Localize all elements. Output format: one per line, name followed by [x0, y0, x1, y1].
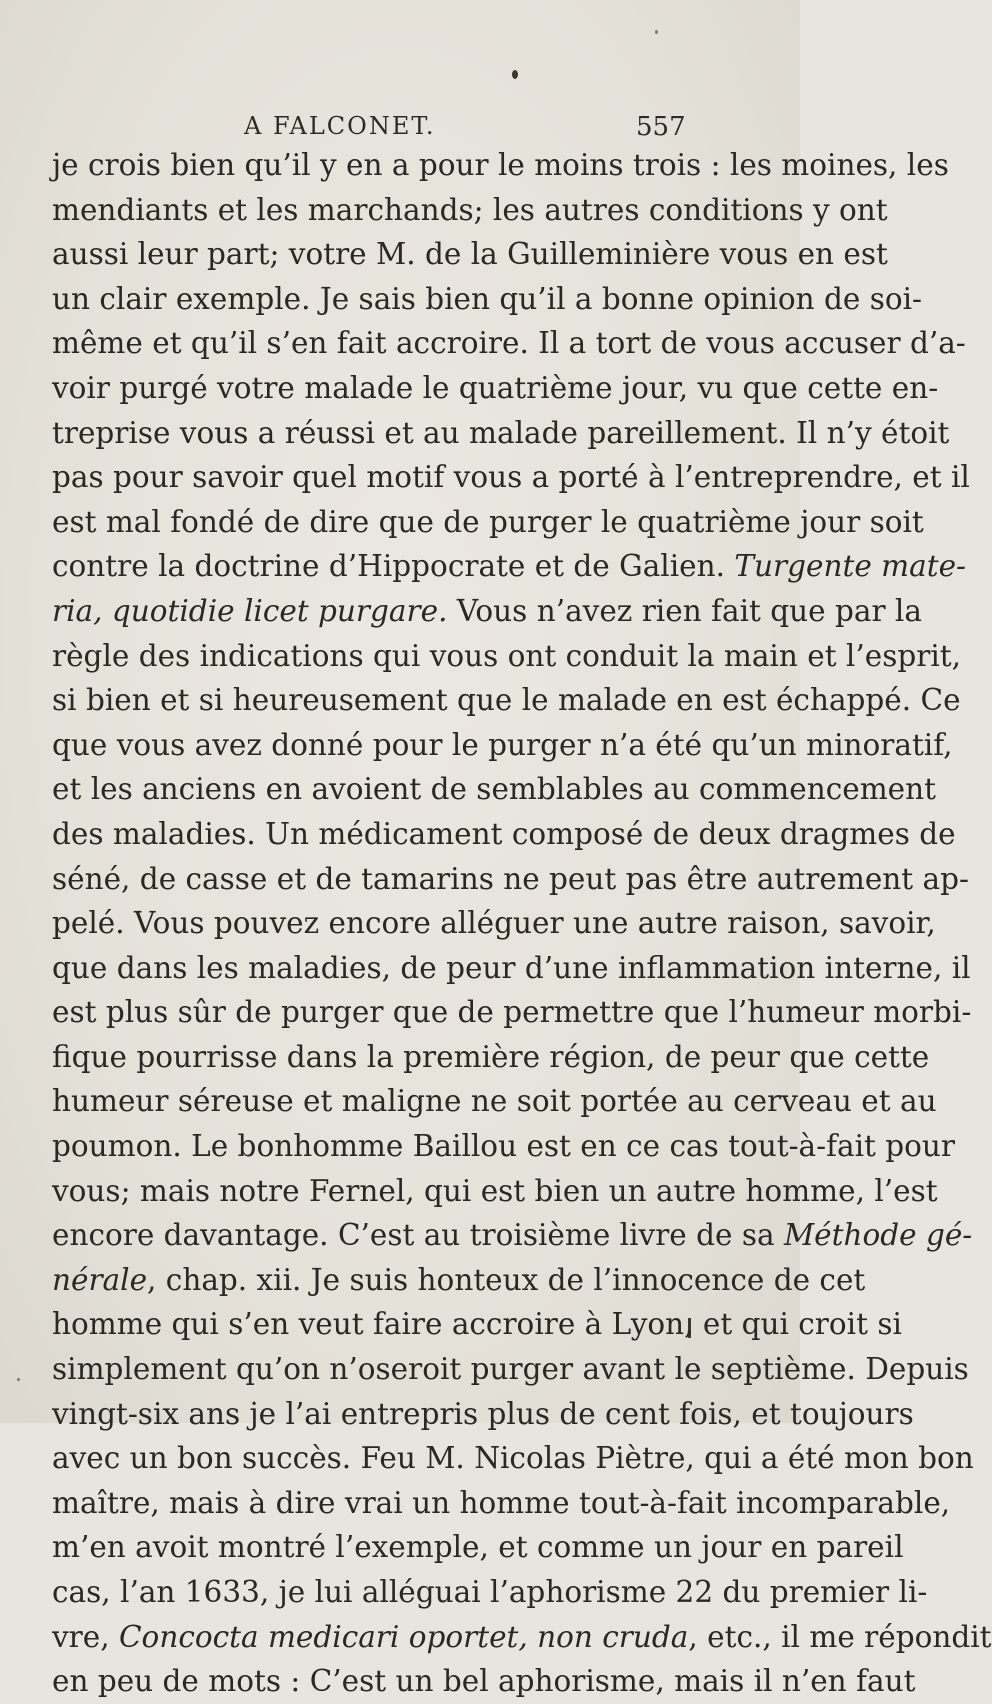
text-line: [52, 1570, 928, 1615]
running-head: A FALCONET.: [244, 112, 436, 140]
line-text: un clair exemple. Je sais bien qu’il a bonne opinion de soi-: [52, 281, 923, 316]
line-text: poumon. Le bonhomme Baillou est en ce cas tout-à-fait pour: [52, 1129, 956, 1164]
italic-text: Méthode gé-: [783, 1218, 973, 1253]
line-text: séné, de casse et de tamarins ne peut pas être autrement ap-: [52, 861, 969, 896]
line-text: pelé. Vous pouvez encore alléguer une autre raison, savoir,: [52, 906, 936, 941]
text-line: [52, 767, 936, 812]
text-line: [52, 1213, 973, 1258]
ink-speck: [655, 30, 658, 34]
text-line: [52, 1169, 938, 1214]
text-line: [52, 1258, 866, 1303]
line-text: , etc., il me répondit: [688, 1619, 992, 1654]
line-text: avec un bon succès. Feu M. Nicolas Piètre, qui a été mon bon: [52, 1441, 974, 1476]
line-text: vre,: [52, 1619, 119, 1654]
line-text: cas, l’an 1633, je lui alléguai l’aphorisme 22 du premier li-: [52, 1575, 928, 1609]
line-text: Vous n’avez rien fait que par la: [447, 593, 922, 628]
line-text: pas pour savoir quel motif vous a porté à l’entreprendre, et il: [52, 460, 970, 495]
text-line: [52, 857, 969, 902]
text-line: [52, 723, 953, 768]
ink-speck: [17, 1378, 20, 1381]
text-line: [52, 1035, 930, 1080]
text-line: [52, 1525, 904, 1570]
line-text: encore davantage. C’est au troisième livre de sa: [52, 1218, 784, 1253]
italic-text: ria, quotidie licet purgare.: [52, 593, 448, 628]
text-line: [52, 1079, 937, 1124]
text-line: [52, 411, 950, 456]
line-text: des maladies. Un médicament composé de deux dragmes de: [52, 816, 956, 851]
text-line: [52, 812, 956, 857]
line-text: homme qui s’en veut faire accroire à Lyon, et qui croit si: [52, 1307, 902, 1342]
line-text: simplement qu’on n’oseroit purger avant le septième. Depuis: [52, 1352, 969, 1387]
line-text: si bien et si heureusement que le malade en est échappé. Ce: [52, 683, 961, 718]
text-line: [52, 321, 966, 366]
italic-text: Turgente mate-: [734, 549, 967, 584]
text-line: [52, 678, 961, 723]
italic-text: nérale: [52, 1262, 148, 1297]
line-text: maître, mais à dire vrai un homme tout-à-fait incomparable,: [52, 1485, 951, 1520]
line-text: , chap. xii. Je suis honteux de l’innocence de cet: [147, 1262, 866, 1297]
text-line: [52, 1659, 916, 1704]
line-text: je crois bien qu’il y en a pour le moins trois : les moines, les: [52, 148, 949, 182]
line-text: contre la doctrine d’Hippocrate et de Galien.: [52, 549, 735, 584]
line-text: fique pourrisse dans la première région, de peur que cette: [52, 1039, 930, 1074]
line-text: m’en avoit montré l’exemple, et comme un jour en pareil: [52, 1530, 904, 1565]
text-line: [52, 946, 971, 991]
line-text: en peu de mots : C’est un bel aphorisme, mais il n’en faut: [52, 1664, 916, 1699]
text-line: [52, 232, 888, 277]
text-line: [52, 544, 967, 589]
text-line: [52, 366, 939, 411]
line-text: règle des indications qui vous ont conduit la main et l’esprit,: [52, 638, 961, 673]
text-line: [52, 901, 936, 946]
text-line: [52, 990, 972, 1035]
text-line: [52, 1347, 969, 1392]
line-text: vous; mais notre Fernel, qui est bien un autre homme, l’est: [52, 1173, 938, 1208]
text-line: [52, 143, 949, 188]
line-text: vingt-six ans je l’ai entrepris plus de cent fois, et toujours: [52, 1396, 914, 1431]
line-text: que dans les maladies, de peur d’une inflammation interne, il: [52, 950, 971, 985]
text-line: [52, 1615, 992, 1660]
text-line: [52, 634, 961, 679]
line-text: mendiants et les marchands; les autres conditions y ont: [52, 192, 888, 227]
text-line: [52, 455, 970, 500]
line-text: que vous avez donné pour le purger n’a été qu’un minoratif,: [52, 727, 953, 762]
line-text: aussi leur part; votre M. de la Guilleminière vous en est: [52, 237, 888, 272]
page-number: 557: [636, 112, 686, 142]
text-line: [52, 500, 924, 545]
text-line: [52, 1392, 914, 1437]
text-line: [52, 1481, 951, 1526]
body-text: [52, 143, 992, 1704]
line-text: treprise vous a réussi et au malade pareillement. Il n’y étoit: [52, 415, 950, 450]
text-line: [52, 589, 922, 634]
line-text: est mal fondé de dire que de purger le quatrième jour soit: [52, 504, 924, 539]
line-text: est plus sûr de purger que de permettre que l’humeur morbi-: [52, 995, 972, 1030]
text-line: [52, 1436, 974, 1481]
line-text: voir purgé votre malade le quatrième jour, vu que cette en-: [52, 370, 939, 405]
text-line: [52, 1302, 902, 1347]
line-text: humeur séreuse et maligne ne soit portée au cerveau et au: [52, 1084, 937, 1119]
text-line: [52, 1124, 956, 1169]
italic-text: Concocta medicari oportet, non cruda: [118, 1619, 689, 1654]
line-text: même et qu’il s’en fait accroire. Il a tort de vous accuser d’a-: [52, 326, 966, 361]
ink-speck: [512, 70, 518, 79]
text-line: [52, 188, 888, 233]
text-line: [52, 277, 923, 322]
line-text: et les anciens en avoient de semblables au commencement: [52, 772, 936, 807]
